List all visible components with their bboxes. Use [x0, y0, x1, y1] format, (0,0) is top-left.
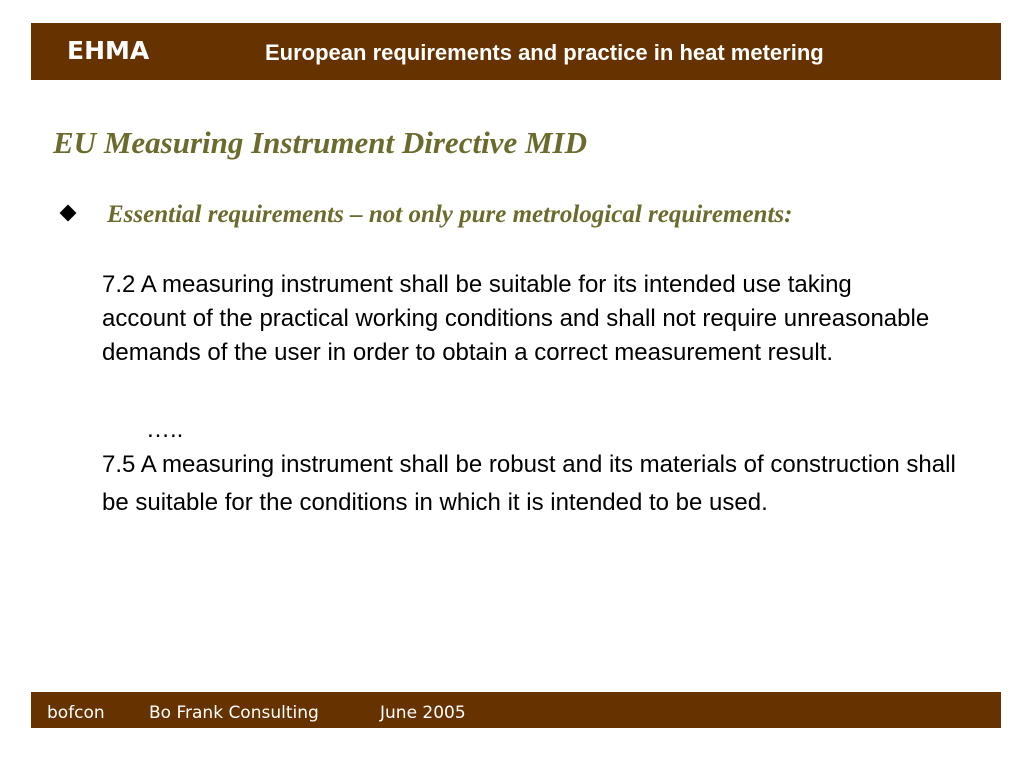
footer-date: June 2005 [380, 703, 466, 723]
ellipsis: ….. [146, 416, 184, 443]
bullet-text: Essential requirements – not only pure metrological requirements: [107, 201, 793, 228]
header-brand: EHMA [67, 36, 150, 65]
bullet-item [60, 199, 990, 233]
header-bar [31, 23, 1001, 80]
footer-org: bofcon [47, 703, 105, 723]
requirement-7-2: 7.2 A measuring instrument shall be suitable for its intended use taking account of the practical working conditions and shall not require unreasonable demands of the user in order to obtain a correct measurement result. [102, 271, 930, 366]
footer-bar [31, 692, 1001, 728]
footer-company: Bo Frank Consulting [149, 703, 319, 723]
diamond-bullet-icon [60, 205, 77, 222]
requirement-7-5: 7.5 A measuring instrument shall be robust and its materials of construction shall be suitable for the conditions in which it is intended to be used. [102, 451, 956, 516]
slide-title: EU Measuring Instrument Directive MID [53, 125, 587, 160]
header-title: European requirements and practice in heat metering [265, 40, 824, 65]
